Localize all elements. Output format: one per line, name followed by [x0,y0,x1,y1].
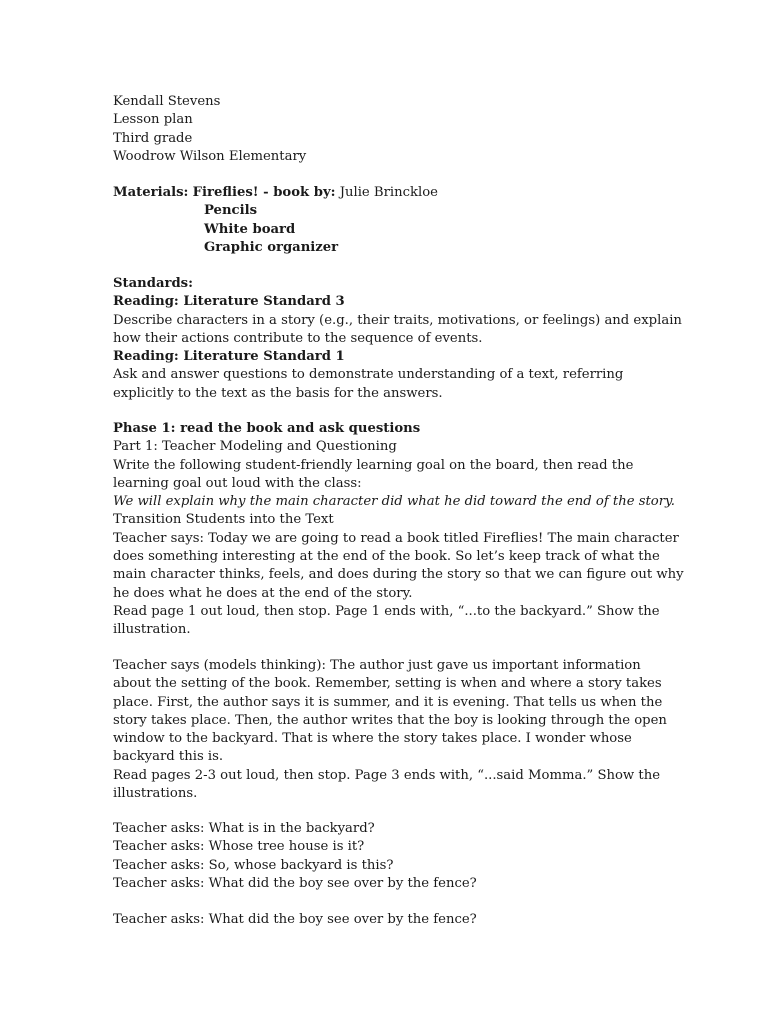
standard-3-title: Reading: Literature Standard 3 [113,294,345,310]
grade-level: Third grade [113,130,193,146]
teacher-says-text: does something interesting at the end of the book. So let’s keep track of what the [113,549,660,565]
read-instruction: Read pages 2-3 out loud, then stop. Page 3 ends with, “...said Momma.” Show the [113,767,661,783]
teacher-says-text: backyard this is. [113,749,224,765]
learning-goal: We will explain why the main character did what he did toward the end of the story. [113,494,675,510]
author-name: Kendall Stevens [113,94,221,109]
document-type: Lesson plan [113,112,193,128]
standard-3-text: how their actions contribute to the sequence of events. [113,330,483,346]
goal-intro: learning goal out loud with the class: [113,475,362,491]
material-item: Graphic organizer [204,239,339,255]
teacher-says-text: Teacher says: Today we are going to read a book titled Fireflies! The main character [113,530,679,546]
goal-intro: Write the following student-friendly learning goal on the board, then read the [113,457,634,473]
header-block [113,93,658,166]
final-question-block [113,911,658,929]
material-item: Pencils [204,203,258,219]
book-title: Fireflies! - book by: [192,185,336,200]
materials-line [113,184,658,202]
materials-block [113,184,658,257]
standard-1-text: explicitly to the text as the basis for the answers. [113,385,443,401]
questions-block [113,820,658,893]
teacher-says-text: Teacher says (models thinking): The author just gave us important information [113,658,641,673]
read-instruction: Read page 1 out loud, then stop. Page 1 ends with, “...to the backyard.” Show the [113,603,660,619]
phase1-heading: Phase 1: read the book and ask questions [113,421,421,436]
teacher-says-text: about the setting of the book. Remember, setting is when and where a story takes [113,676,662,692]
standard-1-title: Reading: Literature Standard 1 [113,349,345,365]
materials-label: Materials: [113,185,189,200]
teacher-says-text: window to the backyard. That is where the story takes place. I wonder whose [113,731,632,747]
teacher-question: Teacher asks: What did the boy see over by the fence? [113,912,477,927]
teacher-says-text: he does what he does at the end of the story. [113,585,413,601]
model-thinking-block [113,657,667,803]
teacher-says-text: main character thinks, feels, and does during the story so that we can figure out why [113,567,684,583]
part1-heading: Part 1: Teacher Modeling and Questioning [113,439,397,455]
school-name: Woodrow Wilson Elementary [113,148,307,164]
material-item: White board [204,221,296,237]
teacher-says-text: place. First, the author says it is summer, and it is evening. That tells us when the [113,694,663,710]
phase1-block [113,420,684,640]
read-instruction: illustration. [113,622,191,638]
standards-block [113,275,682,403]
transition-heading: Transition Students into the Text [113,512,334,528]
book-author: Julie Brinckloe [339,185,438,200]
standards-heading: Standards: [113,276,193,291]
teacher-question: Teacher asks: So, whose backyard is this? [113,857,394,873]
teacher-question: Teacher asks: What did the boy see over by the fence? [113,875,477,891]
teacher-question: Teacher asks: What is in the backyard? [113,821,375,836]
standard-3-text: Describe characters in a story (e.g., their traits, motivations, or feelings) and explain [113,312,682,328]
teacher-question: Teacher asks: Whose tree house is it? [113,839,365,855]
read-instruction: illustrations. [113,786,198,802]
standard-1-text: Ask and answer questions to demonstrate understanding of a text, referring [113,367,624,383]
teacher-says-text: story takes place. Then, the author writes that the boy is looking through the open [113,712,667,728]
